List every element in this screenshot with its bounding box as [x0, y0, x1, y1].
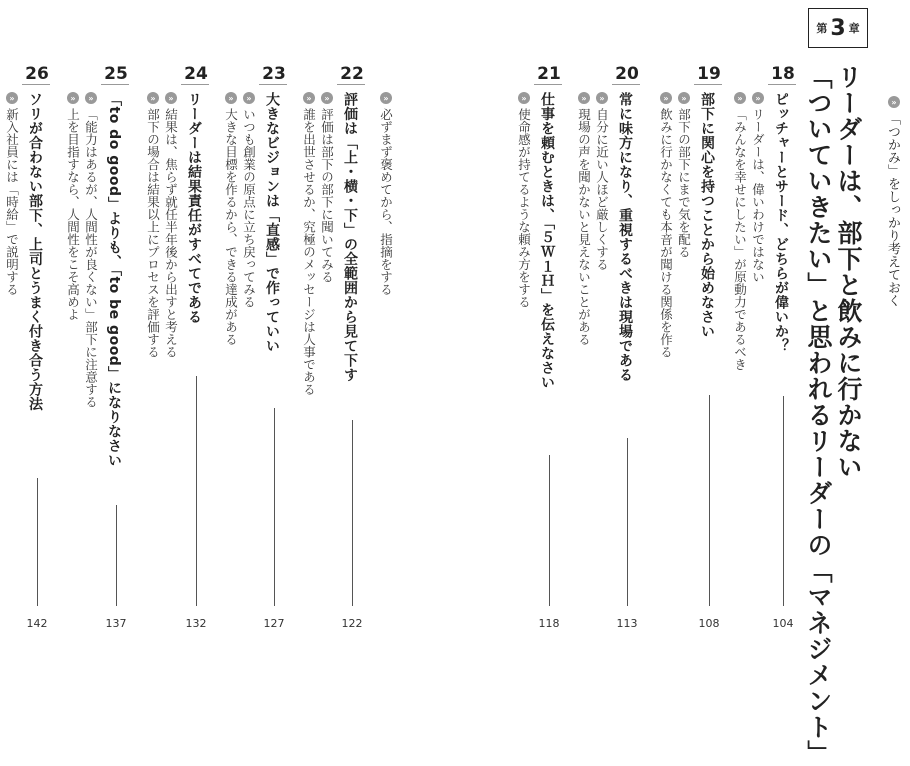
page-number-25: 137	[105, 617, 127, 630]
bullet-icon: »	[243, 92, 255, 104]
section-22-sub-2: 評価は部下の部下に聞いてみる	[319, 108, 335, 283]
dot-leader-24	[196, 376, 197, 606]
bullet-icon: »	[225, 92, 237, 104]
section-divider-22	[337, 84, 365, 85]
page-number-19: 108	[698, 617, 720, 630]
bullet-icon: »	[147, 92, 159, 104]
section-20-sub-1: 自分に近い人ほど厳しくする	[594, 108, 610, 271]
section-number-19: 19	[697, 64, 721, 84]
section-title-23[interactable]: 大きなビジョンは「直感」で作っていい	[264, 92, 280, 353]
section-number-20: 20	[615, 64, 639, 84]
dot-leader-19	[709, 395, 710, 606]
page-number-18: 104	[772, 617, 794, 630]
dot-leader-21	[549, 455, 550, 606]
bullet-icon: »	[678, 92, 690, 104]
section-title-18[interactable]: ピッチャーとサード、どちらが偉いか？	[773, 92, 789, 353]
section-number-26: 26	[25, 64, 49, 84]
bullet-icon: »	[321, 92, 333, 104]
section-19-sub-1: 部下の部下にまで気を配る	[676, 108, 692, 258]
dot-leader-23	[274, 408, 275, 606]
section-divider-18	[768, 84, 796, 85]
chapter-suffix: 章	[848, 22, 860, 35]
intro-bullet-icon: »	[888, 96, 900, 108]
section-title-21[interactable]: 仕事を頼むときは、「５Ｗ１Ｈ」を伝えなさい	[539, 92, 555, 390]
bullet-icon: »	[752, 92, 764, 104]
section-number-25: 25	[104, 64, 128, 84]
page-number-22: 122	[341, 617, 363, 630]
dot-leader-22	[352, 420, 353, 606]
section-divider-21	[534, 84, 562, 85]
bullet-icon: »	[303, 92, 315, 104]
section-divider-19	[694, 84, 722, 85]
bullet-icon: »	[67, 92, 79, 104]
bullet-icon: »	[6, 92, 18, 104]
section-title-20[interactable]: 常に味方になり、重視するべきは現場である	[617, 92, 633, 382]
page-number-23: 127	[263, 617, 285, 630]
section-24-sub-2: 部下の場合は結果以上にプロセスを評価する	[145, 108, 161, 358]
section-26-sub-1: 新入社員には「時給」で説明する	[4, 108, 20, 296]
section-number-18: 18	[771, 64, 795, 84]
bullet-icon: »	[578, 92, 590, 104]
section-number-23: 23	[262, 64, 286, 84]
section-20-sub-2: 現場の声を聞かないと見えないことがある	[576, 108, 592, 346]
section-number-24: 24	[184, 64, 208, 84]
section-divider-26	[22, 84, 50, 85]
page-number-20: 113	[616, 617, 638, 630]
chapter-number: 3	[830, 15, 846, 41]
section-title-26[interactable]: ソリが合わない部下、上司とうまく付き合う方法	[27, 92, 43, 411]
page-number-21: 118	[538, 617, 560, 630]
section-25-sub-1: 「能力はあるが、人間性が良くない」部下に注意する	[83, 108, 99, 408]
section-23-sub-2: 大きな目標を作るから、できる達成がある	[223, 108, 239, 346]
section-25-sub-2: 上を目指すなら、人間性をこそ高めよ	[65, 108, 81, 321]
page-number-26: 142	[26, 617, 48, 630]
section-21-sub-1: 使命感が持てるような頼み方をする	[516, 108, 532, 308]
page-number-24: 132	[185, 617, 207, 630]
section-title-19[interactable]: 部下に関心を持つことから始めなさい	[699, 92, 715, 339]
intro-text: 「つかみ」をしっかり考えておく	[885, 112, 900, 307]
section-divider-23	[259, 84, 287, 85]
section-23-sub-1: いつも創業の原点に立ち戻ってみる	[241, 108, 257, 308]
section-number-21: 21	[537, 64, 561, 84]
bullet-icon: »	[518, 92, 530, 104]
section-number-22: 22	[340, 64, 364, 84]
dot-leader-20	[627, 438, 628, 606]
bullet-icon: »	[165, 92, 177, 104]
section-22-sub-3: 誰を出世させるか、究極のメッセージは人事である	[301, 108, 317, 396]
chapter-title-line-2: 「ついていきたい」と思われるリーダーの「マネジメント」	[804, 64, 833, 766]
bullet-icon: »	[734, 92, 746, 104]
section-22-sub-1: 必ずまず褒めてから、指摘をする	[378, 108, 394, 296]
section-18-sub-1: リーダーは、偉いわけではない	[750, 108, 766, 283]
section-18-sub-2: 「みんなを幸せにしたい」が原動力であるべき	[732, 108, 748, 371]
bullet-icon: »	[596, 92, 608, 104]
section-title-25[interactable]: 「to do good」よりも、「to be good」になりなさい	[106, 92, 122, 468]
section-divider-25	[101, 84, 129, 85]
section-title-22[interactable]: 評価は「上・横・下」の全範囲から見て下す	[342, 92, 358, 382]
chapter-prefix: 第	[816, 22, 828, 35]
section-24-sub-1: 結果は、焦らず就任半年後から出すと考える	[163, 108, 179, 358]
section-19-sub-2: 飲みに行かなくても本音が聞ける関係を作る	[658, 108, 674, 358]
bullet-icon: »	[380, 92, 392, 104]
bullet-icon: »	[660, 92, 672, 104]
bullet-icon: »	[85, 92, 97, 104]
chapter-title-line-1: リーダーは、部下と飲みに行かない	[834, 64, 863, 480]
section-title-24[interactable]: リーダーは結果責任がすべてである	[186, 92, 202, 324]
section-divider-20	[612, 84, 640, 85]
dot-leader-25	[116, 505, 117, 606]
section-divider-24	[181, 84, 209, 85]
dot-leader-26	[37, 478, 38, 606]
dot-leader-18	[783, 396, 784, 606]
chapter-label	[808, 8, 868, 48]
